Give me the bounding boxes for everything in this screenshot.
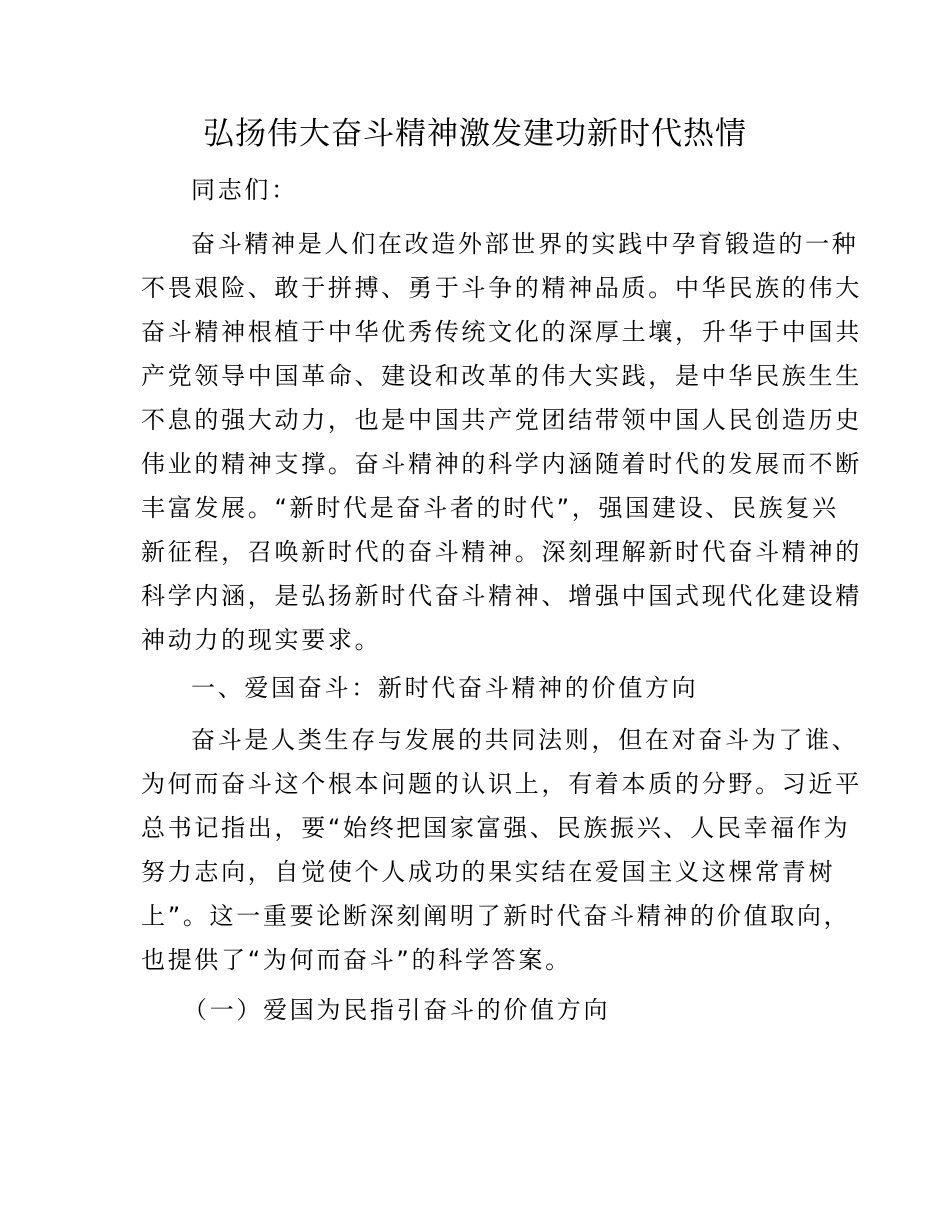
section-heading: 一、爱国奋斗：新时代奋斗精神的价值方向 (191, 674, 699, 702)
paragraph-line: 奋斗精神是人们在改造外部世界的实践中孕育锻造的一种 (191, 230, 859, 258)
paragraph-line: 努力志向，自觉使个人成功的果实结在爱国主义这棵常青树 (141, 858, 836, 886)
paragraph-line: 科学内涵，是弘扬新时代奋斗精神、增强中国式现代化建设精 (141, 582, 862, 610)
paragraph-line: 神动力的现实要求。 (141, 626, 382, 654)
paragraph-line: 伟业的精神支撑。奋斗精神的科学内涵随着时代的发展而不断 (141, 450, 862, 478)
paragraph-line: 奋斗是人类生存与发展的共同法则，但在对奋斗为了谁、 (191, 726, 859, 754)
paragraph-line: 不畏艰险、敢于拼搏、勇于斗争的精神品质。中华民族的伟大 (141, 274, 862, 302)
paragraph-line: 产党领导中国革命、建设和改革的伟大实践，是中华民族生生 (141, 362, 862, 390)
paragraph-line: 为何而奋斗这个根本问题的认识上，有着本质的分野。习近平 (141, 770, 862, 798)
paragraph-line: 总书记指出，要“始终把国家富强、民族振兴、人民幸福作为 (141, 814, 851, 842)
paragraph-line: 不息的强大动力，也是中国共产党团结带领中国人民创造历史 (141, 406, 862, 434)
document-title: 弘扬伟大奋斗精神激发建功新时代热情 (203, 116, 747, 152)
paragraph-line: 奋斗精神根植于中华优秀传统文化的深厚土壤，升华于中国共 (141, 318, 862, 346)
paragraph-line: 上”。这一重要论断深刻阐明了新时代奋斗精神的价值取向， (141, 902, 851, 930)
paragraph-line: 新征程，召唤新时代的奋斗精神。深刻理解新时代奋斗精神的 (141, 538, 862, 566)
paragraph-line: 也提供了“为何而奋斗”的科学答案。 (141, 946, 572, 974)
subsection-heading: （一）爱国为民指引奋斗的价值方向 (183, 996, 611, 1024)
paragraph-line: 丰富发展。“新时代是奋斗者的时代”，强国建设、民族复兴 (141, 494, 839, 522)
salutation: 同志们： (191, 176, 298, 204)
